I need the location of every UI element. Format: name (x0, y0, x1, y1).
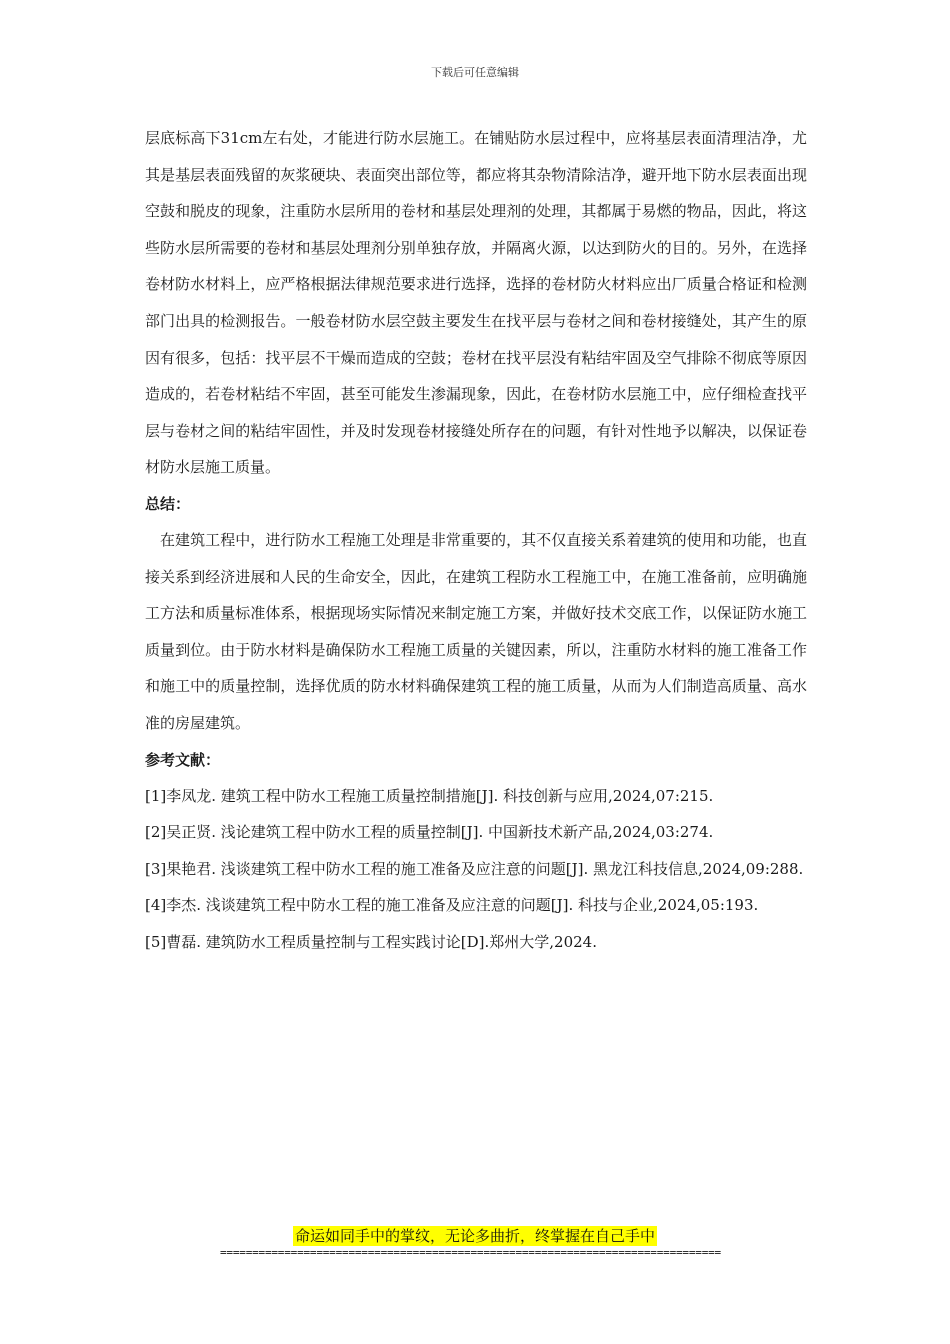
reference-item-3: [3]果艳君. 浅谈建筑工程中防水工程的施工准备及应注意的问题[J]. 黑龙江科技信息,2024,09:288. (145, 859, 804, 878)
footer-rule: ============================================================================== (220, 1246, 721, 1259)
reference-list (145, 778, 807, 961)
summary-heading: 总结： (145, 494, 191, 513)
continuation-paragraph: 层底标高下31cm左右处，才能进行防水层施工。在铺贴防水层过程中，应将基层表面清理洁净，尤其是基层表面残留的灰浆硬块、表面突出部位等，都应将其杂物清除洁净，避开地下防水层表面出现空鼓和脱皮的现象，注重防水层所用的卷材和基层处理剂的处理，其都属于易燃的物品，因此，将这些防水层所需要的卷材和基层处理剂分别单独存放，并隔离火源，以达到防火的目的。另外，在选择卷材防水材料上，应严格根据法律规范要求进行选择，选择的卷材防火材料应出厂质量合格证和检测部门出具的检测报告。一般卷材防水层空鼓主要发生在找平层与卷材之间和卷材接缝处，其产生的原因有很多，包括：找平层不干燥而造成的空鼓；卷材在找平层没有粘结牢固及空气排除不彻底等原因造成的，若卷材粘结不牢固，甚至可能发生渗漏现象，因此，在卷材防水层施工中，应仔细检查找平层与卷材之间的粘结牢固性，并及时发现卷材接缝处所存在的问题，有针对性地予以解决，以保证卷材防水层施工质量。 (145, 129, 807, 477)
reference-item-5: [5]曹磊. 建筑防水工程质量控制与工程实践讨论[D].郑州大学,2024. (145, 932, 597, 951)
references-heading: 参考文献： (145, 750, 221, 769)
reference-item-2: [2]吴正贤. 浅论建筑工程中防水工程的质量控制[J]. 中国新技术新产品,2024,03:274. (145, 823, 714, 842)
document-body (145, 120, 807, 960)
reference-item-4: [4]李杰. 浅谈建筑工程中防水工程的施工准备及应注意的问题[J]. 科技与企业,2024,05:193. (145, 896, 759, 915)
summary-paragraph: 在建筑工程中，进行防水工程施工处理是非常重要的，其不仅直接关系着建筑的使用和功能，也直接关系到经济进展和人民的生命安全，因此，在建筑工程防水工程施工中，在施工准备前，应明确施工方法和质量标准体系，根据现场实际情况来制定施工方案，并做好技术交底工作，以保证防水施工质量到位。由于防水材料是确保防水工程施工质量的关键因素，所以，注重防水材料的施工准备工作和施工中的质量控制，选择优质的防水材料确保建筑工程的施工质量，从而为人们制造高质量、高水准的房屋建筑。 (145, 530, 807, 732)
footer-motto (0, 1226, 950, 1246)
reference-item-1: [1]李凤龙. 建筑工程中防水工程施工质量控制措施[J]. 科技创新与应用,2024,07:215. (145, 786, 714, 805)
footer-motto-text: 命运如同手中的掌纹，无论多曲折，终掌握在自己手中 (294, 1227, 655, 1245)
page-header: 下载后可任意编辑 (431, 66, 519, 79)
